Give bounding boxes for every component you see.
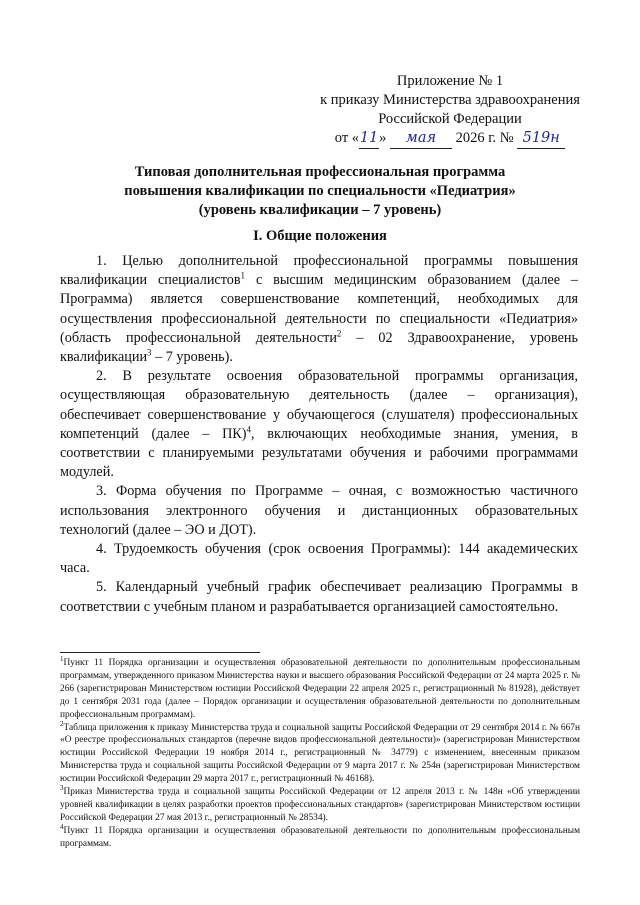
date-prefix: от «	[334, 130, 360, 146]
footnote-ref-1: 1	[240, 270, 246, 281]
footnote-4-mark: 4	[60, 822, 64, 831]
paragraph-1-part-a: 1. Целью дополнительной профессиональной программы повышения квалификации специалистов	[60, 253, 578, 289]
title-line-1: Типовая дополнительная профессиональная программа	[134, 164, 506, 180]
paragraph-2-part-a: 2. В результате освоения образовательной программы организация, осуществляющая образовательную деятельность (далее – организация), обеспечивает совершенствование у обучающегося (слушателя) профессиональных компетенций (далее – ПК)	[60, 368, 578, 442]
footnote-ref-2: 2	[336, 328, 342, 339]
paragraph-1-part-c: – 02 Здравоохранение, уровень квалификации	[60, 329, 578, 366]
appendix-date-line	[290, 129, 610, 149]
paragraph-3: 3. Форма обучения по Программе – очная, с возможностью частичного использования электронного обучения и дистанционных образовательных технологий (далее – ЭО и ДОТ).	[60, 483, 578, 538]
date-mid: »	[379, 130, 390, 146]
paragraph-1-part-d: – 7 уровень).	[151, 349, 233, 366]
program-title	[64, 163, 576, 220]
paragraph-2-part-b: , включающих необходимые знания, умения, в соответствии с планируемыми результатами обучения и рабочими программами модулей.	[60, 425, 578, 481]
date-year: 2026 г. №	[451, 130, 518, 146]
footnote-separator	[60, 652, 260, 653]
footnote-1-text: Пункт 11 Порядка организации и осуществления образовательной деятельности по дополнительным профессиональным программам, утвержденного приказом Министерства науки и высшего образования Российской Федерации от 24 марта 2025 г. № 266 (зарегистрирован Министерством юстиции Российской Федерации 22 апреля 2025 г., регистрационный № 81928), действует до 1 сентября 2031 года (далее – Порядок организации и осуществления образовательной деятельности по дополнительным профессиональным программам).	[60, 658, 580, 720]
footnote-2-text: Таблица приложения к приказу Министерства труда и социальной защиты Российской Федерации от 29 сентября 2014 г. № 667н «О реестре профессиональных стандартов (перечне видов профессиональной деятельности)» (зарегистрирован Министерством юстиции Российской Федерации 19 ноября 2014 г., регистрационный № 34779) с изменением, внесенным приказом Министерства труда и социальной защиты Российской Федерации от 9 марта 2017 г. № 254н (зарегистрирован Министерством юстиции Российской Федерации 29 марта 2017 г., регистрационный № 46168).	[60, 722, 580, 785]
footnote-2	[60, 719, 580, 787]
footnote-2-mark: 2	[60, 719, 64, 728]
paragraph-1-part-b: с высшим медицинским образованием (далее – Программа) является совершенствование компетенций, необходимых для осуществления профессиональной деятельности по специальности «Педиатрия» (область профессиональной деятельности	[60, 272, 578, 346]
footnote-4-text: Пункт 11 Порядка организации и осуществления образовательной деятельности по дополнительным профессиональным программам.	[60, 825, 580, 849]
paragraph-5: 5. Календарный учебный график обеспечивает реализацию Программы в соответствии с учебным планом и разрабатывается организацией самостоятельно.	[60, 579, 578, 615]
footnote-3-mark: 3	[60, 783, 64, 792]
handwritten-month: мая	[390, 129, 452, 149]
paragraph-2	[60, 367, 578, 482]
appendix-header	[290, 72, 610, 149]
title-line-2: повышения квалификации по специальности «Педиатрия»	[124, 183, 516, 199]
handwritten-order-number: 519н	[517, 129, 565, 149]
section-heading: I. Общие положения	[253, 228, 387, 244]
appendix-number: Приложение № 1	[396, 73, 504, 89]
footnotes	[60, 654, 580, 851]
paragraph-4: 4. Трудоемкость обучения (срок освоения Программы): 144 академических часа.	[60, 541, 578, 577]
title-line-3: (уровень квалификации – 7 уровень)	[198, 202, 442, 218]
footnote-4	[60, 822, 580, 851]
handwritten-day: 11	[359, 129, 379, 149]
footnote-ref-3: 3	[147, 347, 152, 358]
footnote-1	[60, 654, 580, 722]
appendix-order-ref: к приказу Министерства здравоохранения	[320, 92, 580, 108]
paragraph-1	[60, 252, 578, 367]
appendix-ministry: Российской Федерации	[378, 111, 522, 127]
footnote-1-mark: 1	[60, 654, 64, 663]
footnote-3-text: Приказ Министерства труда и социальной защиты Российской Федерации от 12 апреля 2013 г. № 148н «Об утверждении уровней квалификации в целях разработки проектов профессиональных стандартов» (зарегистрирован Министерством юстиции Российской Федерации 27 мая 2013 г., регистрационный № 28534).	[60, 787, 580, 823]
document-body	[60, 252, 578, 617]
footnote-3	[60, 783, 580, 825]
footnote-ref-4: 4	[246, 424, 251, 435]
